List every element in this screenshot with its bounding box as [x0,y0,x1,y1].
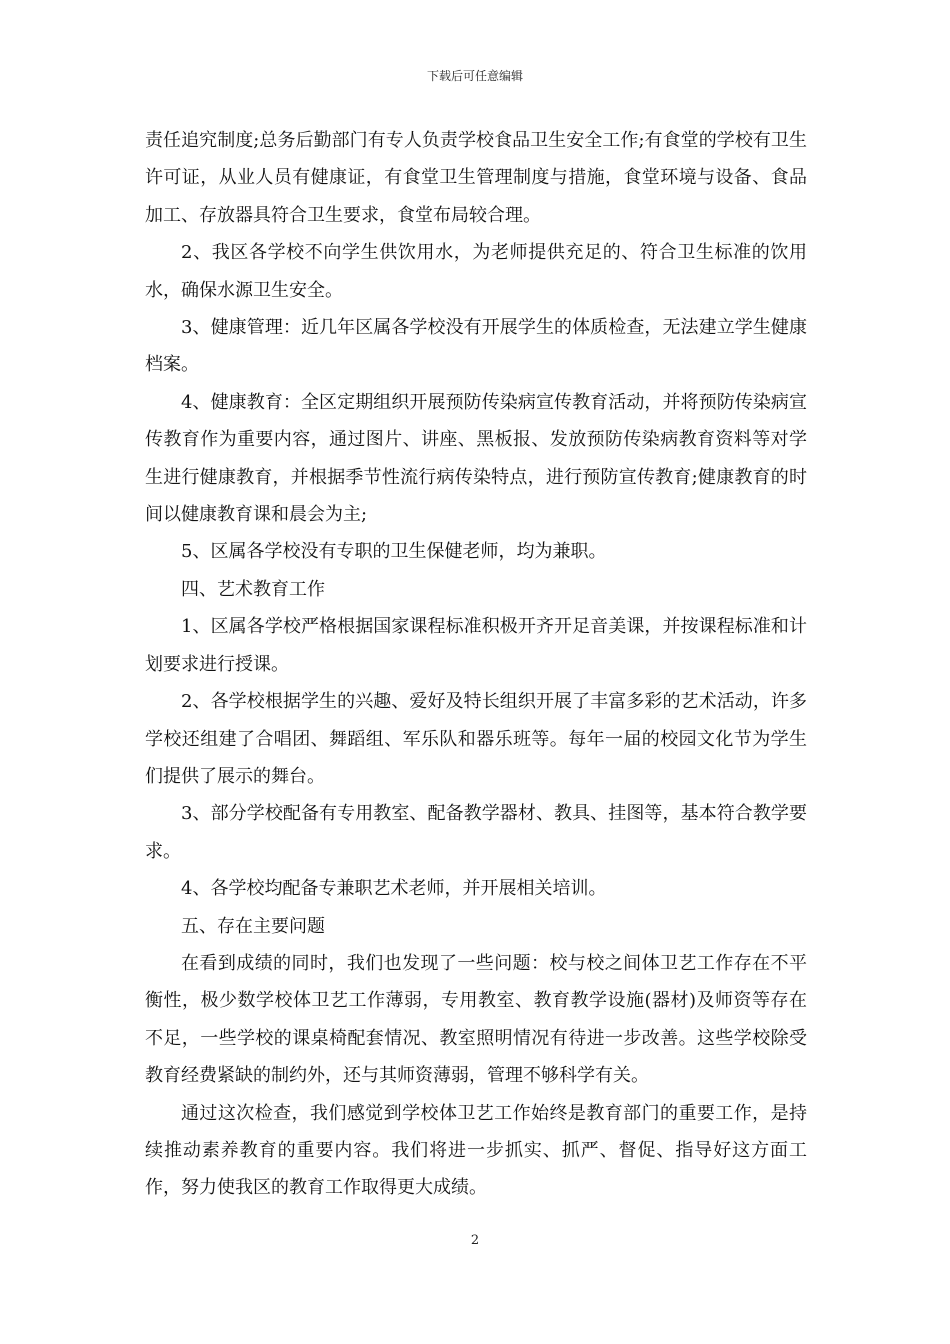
section-heading: 五、存在主要问题 [181,915,325,937]
paragraph: 3、健康管理：近几年区属各学校没有开展学生的体质检查，无法建立学生健康档案。 [145,317,807,376]
page-header: 下载后可任意编辑 [426,69,523,83]
paragraph: 1、区属各学校严格根据国家课程标准积极开齐开足音美课，并按课程标准和计划要求进行授课。 [145,616,807,675]
paragraph: 责任追究制度;总务后勤部门有专人负责学校食品卫生安全工作;有食堂的学校有卫生许可证，从业人员有健康证，有食堂卫生管理制度与措施，食堂环境与设备、食品加工、存放器具符合卫生要求，食堂布局较合理。 [145,130,807,226]
section-heading: 四、艺术教育工作 [181,578,325,600]
page-number: 2 [470,1233,480,1248]
paragraph: 4、各学校均配备专兼职艺术老师，并开展相关培训。 [181,878,607,900]
paragraph: 5、区属各学校没有专职的卫生保健老师，均为兼职。 [181,541,607,563]
paragraph: 3、部分学校配备有专用教室、配备教学器材、教具、挂图等，基本符合教学要求。 [145,803,807,862]
paragraph: 2、各学校根据学生的兴趣、爱好及特长组织开展了丰富多彩的艺术活动，许多学校还组建了合唱团、舞蹈组、军乐队和器乐班等。每年一届的校园文化节为学生们提供了展示的舞台。 [145,691,807,787]
paragraph: 通过这次检查，我们感觉到学校体卫艺工作始终是教育部门的重要工作，是持续推动素养教育的重要内容。我们将进一步抓实、抓严、督促、指导好这方面工作，努力使我区的教育工作取得更大成绩。 [145,1102,807,1199]
paragraph: 4、健康教育：全区定期组织开展预防传染病宣传教育活动，并将预防传染病宣传教育作为重要内容，通过图片、讲座、黑板报、发放预防传染病教育资料等对学生进行健康教育，并根据季节性流行病传染特点，进行预防宣传教育;健康教育的时间以健康教育课和晨会为主; [145,391,807,526]
document-body [145,122,807,1207]
paragraph: 2、我区各学校不向学生供饮用水，为老师提供充足的、符合卫生标准的饮用水，确保水源卫生安全。 [145,242,807,301]
paragraph: 在看到成绩的同时，我们也发现了一些问题：校与校之间体卫艺工作存在不平衡性，极少数学校体卫艺工作薄弱，专用教室、教育教学设施(器材)及师资等存在不足，一些学校的课桌椅配套情况、教室照明情况有待进一步改善。这些学校除受教育经费紧缺的制约外，还与其师资薄弱，管理不够科学有关。 [145,952,807,1087]
